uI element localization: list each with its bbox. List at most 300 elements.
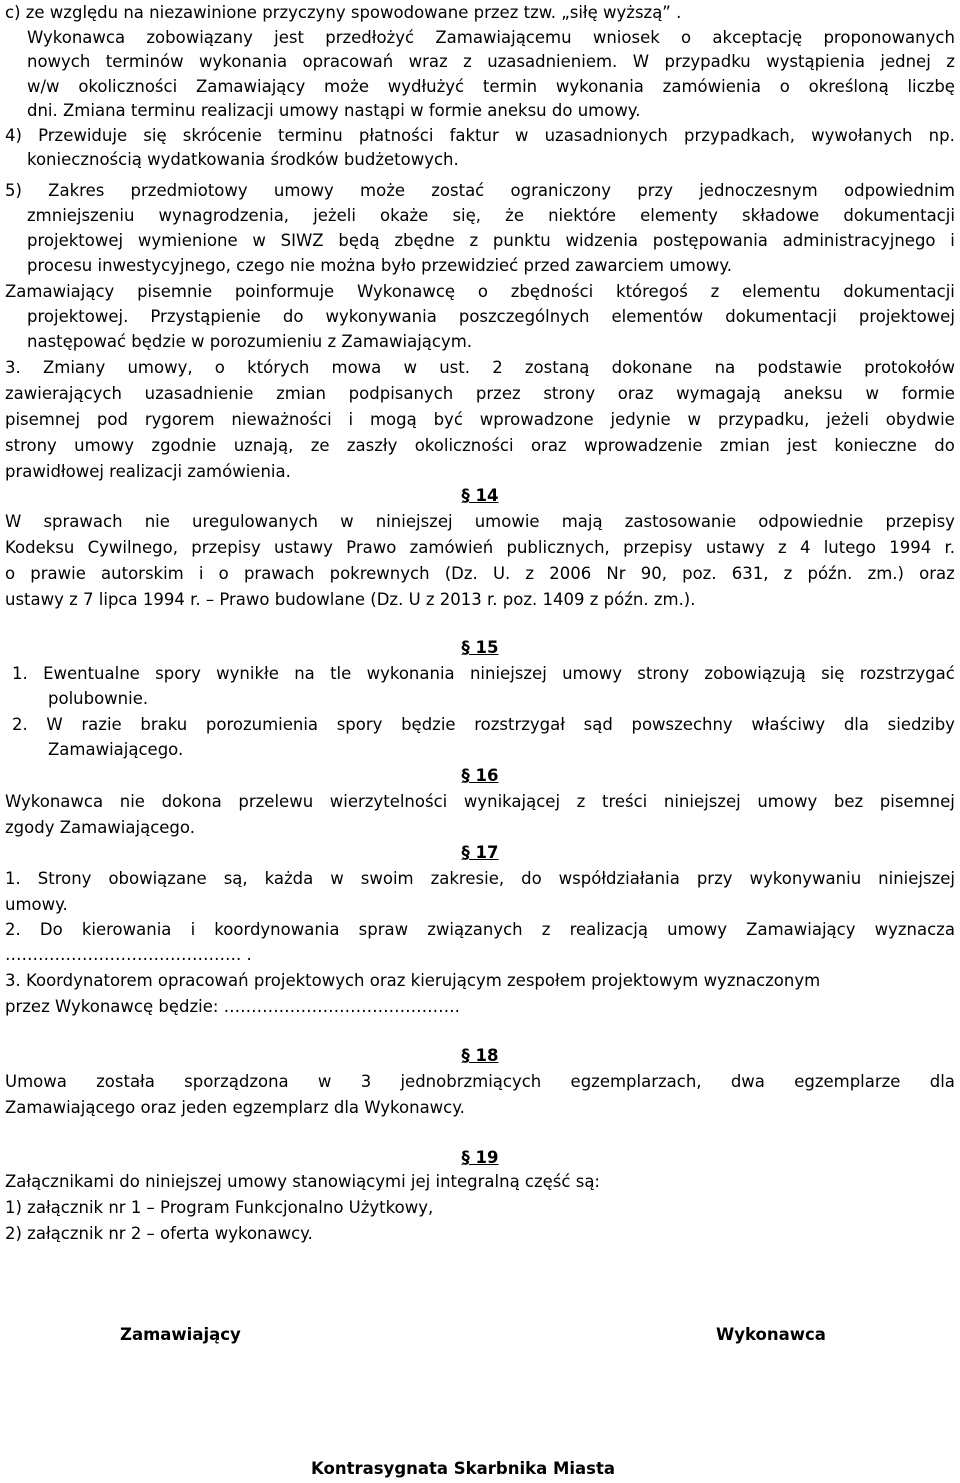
word: protokołów xyxy=(864,358,955,377)
word: koordynowania xyxy=(214,920,340,939)
word: obydwie xyxy=(885,410,955,429)
word: 4 xyxy=(799,538,811,557)
word: prawach xyxy=(243,564,315,583)
word: się, xyxy=(452,206,482,225)
section-heading xyxy=(0,638,960,658)
word: Zamawiający xyxy=(746,920,856,939)
section-heading xyxy=(0,1046,960,1066)
word: dla xyxy=(929,1072,955,1091)
section-heading xyxy=(0,766,960,786)
word: 2 xyxy=(492,358,503,377)
word: egzemplarze xyxy=(794,1072,901,1091)
word: wykonania xyxy=(555,77,644,96)
text-line xyxy=(5,436,955,456)
word: zastosowanie xyxy=(624,512,737,531)
word: (Dz. xyxy=(444,564,478,583)
word: elementów xyxy=(611,307,704,326)
word: spory xyxy=(155,664,201,683)
word: r. xyxy=(944,538,955,557)
text-line: polubownie. xyxy=(48,689,149,708)
text-line: Zamawiającego oraz jeden egzemplarz dla Wykonawcy. xyxy=(5,1098,465,1117)
word: 1. xyxy=(12,664,28,683)
word: których xyxy=(247,358,310,377)
word: lutego xyxy=(823,538,876,557)
text-line: 1) załącznik nr 1 – Program Funkcjonalno Użytkowy, xyxy=(5,1198,434,1217)
text-line xyxy=(27,77,955,97)
word: nie xyxy=(119,792,145,811)
signature-wykonawca: Wykonawca xyxy=(716,1325,826,1344)
word: jedynie xyxy=(610,410,671,429)
word: Wykonawcę xyxy=(356,282,456,301)
word: ustawy xyxy=(274,538,333,557)
word: współdziałania xyxy=(558,869,680,888)
word: się xyxy=(821,664,845,683)
text-line xyxy=(12,715,955,735)
word: 4) xyxy=(5,126,22,145)
text-line: 3. Koordynatorem opracowań projektowych oraz kierującym zespołem projektowym wyznaczonym xyxy=(5,971,821,990)
word: została xyxy=(96,1072,155,1091)
text-line xyxy=(5,358,955,378)
word: na xyxy=(294,664,315,683)
word: proponowanych xyxy=(823,28,955,47)
word: pisemnej xyxy=(879,792,955,811)
word: obowiązane xyxy=(108,869,207,888)
word: umowy xyxy=(562,664,622,683)
word: wydłużyć xyxy=(387,77,465,96)
word: dokumentacji xyxy=(843,282,955,301)
word: ust. xyxy=(439,358,470,377)
word: strony xyxy=(5,436,57,455)
text-line xyxy=(5,384,955,404)
word: jednoczesnym xyxy=(699,181,818,200)
text-line: umowy. xyxy=(5,895,68,914)
word: w/w xyxy=(27,77,60,96)
word: wykonania xyxy=(366,664,455,683)
word: przelewu xyxy=(238,792,314,811)
text-line: Zamawiającego. xyxy=(48,740,184,759)
word: wierzytelności xyxy=(329,792,448,811)
word: dokona xyxy=(161,792,222,811)
word: w xyxy=(317,1072,332,1091)
word: 631, xyxy=(731,564,769,583)
word: składowe xyxy=(742,206,820,225)
word: 5) xyxy=(5,181,22,200)
word: dwa xyxy=(730,1072,765,1091)
word: oraz xyxy=(530,436,567,455)
word: będzie xyxy=(401,715,456,734)
word: liczbę xyxy=(907,77,955,96)
word: jednobrzmiących xyxy=(400,1072,542,1091)
word: w xyxy=(514,126,529,145)
word: Przystąpienie xyxy=(150,307,261,326)
word: spraw xyxy=(358,920,409,939)
word: o xyxy=(5,564,16,583)
word: U. xyxy=(492,564,511,583)
word: wykonywaniu xyxy=(749,869,862,888)
word: podpisanych xyxy=(348,384,454,403)
word: przepisy xyxy=(885,512,955,531)
word: z xyxy=(946,52,955,71)
word: wynikłe xyxy=(216,664,279,683)
word: ograniczony xyxy=(510,181,612,200)
word: o xyxy=(218,564,229,583)
word: przepisy xyxy=(191,538,261,557)
word: niniejszej xyxy=(663,792,741,811)
word: uzasadnienie xyxy=(144,384,254,403)
word: z xyxy=(783,564,793,583)
word: poszczególnych xyxy=(458,307,590,326)
text-line: Załącznikami do niniejszej umowy stanowiącymi jej integralną część są: xyxy=(5,1172,600,1191)
word: i xyxy=(198,564,204,583)
word: nieważności xyxy=(231,410,332,429)
text-line xyxy=(5,181,955,201)
word: są, xyxy=(223,869,248,888)
word: przepisy xyxy=(623,538,693,557)
word: zawierających xyxy=(5,384,122,403)
text-line: koniecznością wydatkowania środków budżetowych. xyxy=(27,150,459,169)
word: Wykonawca xyxy=(5,792,104,811)
text-line: c) ze względu na niezawinione przyczyny spowodowane przez tzw. „siłę wyższą” . xyxy=(5,3,682,22)
word: oraz xyxy=(919,564,955,583)
text-line: zgody Zamawiającego. xyxy=(5,818,195,837)
word: sprawach xyxy=(43,512,123,531)
word: okoliczności xyxy=(414,436,514,455)
word: zbędności xyxy=(510,282,594,301)
word: może xyxy=(360,181,406,200)
word: rozstrzygał xyxy=(474,715,565,734)
word: przypadkach, xyxy=(684,126,795,145)
text-line xyxy=(5,538,955,558)
word: strony xyxy=(543,384,596,403)
word: zmian xyxy=(276,384,326,403)
word: w xyxy=(340,512,354,531)
word: Kodeksu xyxy=(5,538,75,557)
word: z xyxy=(463,52,472,71)
word: braku xyxy=(140,715,188,734)
text-line xyxy=(27,28,955,48)
word: projektowej. xyxy=(27,307,129,326)
word: zamówienia xyxy=(662,77,761,96)
word: Zmiany xyxy=(42,358,106,377)
word: 2. xyxy=(5,920,21,939)
word: terminu xyxy=(278,126,343,145)
word: porozumienia xyxy=(205,715,319,734)
word: umowy, xyxy=(127,358,193,377)
word: niniejszej xyxy=(878,869,955,888)
word: W xyxy=(632,52,650,71)
section-heading xyxy=(0,843,960,863)
text-line xyxy=(5,126,955,146)
word: siedziby xyxy=(887,715,955,734)
word: określoną xyxy=(808,77,889,96)
word: o xyxy=(477,282,488,301)
word: odpowiednie xyxy=(758,512,864,531)
word: umowie xyxy=(474,512,540,531)
word: dla xyxy=(843,715,869,734)
word: wystąpienia xyxy=(766,52,865,71)
word: 2006 xyxy=(549,564,592,583)
word: właściwy xyxy=(751,715,826,734)
word: 3 xyxy=(360,1072,372,1091)
word: umowy xyxy=(273,181,334,200)
text-line xyxy=(27,231,955,251)
word: terminów xyxy=(105,52,184,71)
word: przez xyxy=(475,384,521,403)
word: z xyxy=(469,231,479,250)
word: z xyxy=(576,792,586,811)
word: strony xyxy=(637,664,690,683)
section-number: § 18 xyxy=(461,1046,499,1065)
word: Do xyxy=(39,920,63,939)
text-line: procesu inwestycyjnego, czego nie można było przewidzieć przed zawarciem umowy. xyxy=(27,256,732,275)
word: zmian xyxy=(719,436,770,455)
text-line xyxy=(5,792,955,812)
word: z xyxy=(710,282,720,301)
section-number: § 15 xyxy=(461,638,499,657)
word: jest xyxy=(274,28,304,47)
word: skrócenie xyxy=(182,126,262,145)
word: elementu xyxy=(742,282,821,301)
text-line xyxy=(5,869,955,889)
word: zostaną xyxy=(524,358,590,377)
word: 1. xyxy=(5,869,21,888)
word: 3. xyxy=(5,358,21,377)
word: niniejszej xyxy=(469,664,547,683)
text-line xyxy=(5,564,955,584)
word: 90, xyxy=(640,564,667,583)
word: niektóre xyxy=(548,206,616,225)
section-number: § 14 xyxy=(461,486,499,505)
word: 1994 xyxy=(889,538,932,557)
word: elementy xyxy=(640,206,718,225)
word: wprowadzone xyxy=(479,410,594,429)
word: jeżeli xyxy=(826,410,869,429)
word: razie xyxy=(81,715,122,734)
word: Wykonawca xyxy=(27,28,126,47)
word: Nr xyxy=(606,564,626,583)
word: spory xyxy=(336,715,383,734)
word: poz. xyxy=(682,564,717,583)
word: okaże xyxy=(380,206,429,225)
text-line: ……………………………………. . xyxy=(5,945,252,964)
word: W xyxy=(5,512,22,531)
word: umowy xyxy=(667,920,728,939)
word: wynikającej xyxy=(463,792,561,811)
text-line: ustawy z 7 lipca 1994 r. – Prawo budowlane (Dz. U z 2013 r. poz. 1409 z późn. zm.). xyxy=(5,590,696,609)
word: mogą xyxy=(369,410,417,429)
word: zobowiązany xyxy=(146,28,253,47)
word: termin xyxy=(482,77,538,96)
word: płatności xyxy=(358,126,434,145)
word: do xyxy=(282,307,304,326)
word: przypadku xyxy=(664,52,751,71)
word: zamówień xyxy=(409,538,494,557)
word: do xyxy=(934,436,955,455)
word: mowa xyxy=(331,358,382,377)
word: przy xyxy=(637,181,673,200)
text-line xyxy=(5,410,955,430)
word: być xyxy=(433,410,463,429)
word: odpowiednim xyxy=(844,181,955,200)
word: o xyxy=(214,358,225,377)
word: egzemplarzach, xyxy=(570,1072,702,1091)
word: np. xyxy=(928,126,955,145)
word: powszechny xyxy=(631,715,733,734)
word: może xyxy=(324,77,369,96)
section-heading xyxy=(0,1148,960,1168)
word: faktur xyxy=(449,126,499,145)
word: umowy xyxy=(74,436,135,455)
word: Zamawiającemu xyxy=(435,28,572,47)
word: okoliczności xyxy=(78,77,178,96)
text-line xyxy=(5,512,955,532)
word: wyznacza xyxy=(874,920,955,939)
word: uregulowanych xyxy=(192,512,319,531)
word: akceptację xyxy=(712,28,803,47)
word: do xyxy=(521,869,542,888)
text-line: dni. Zmiana terminu realizacji umowy nastąpi w formie aneksu do umowy. xyxy=(27,101,641,120)
signature-skarbnik: Kontrasygnata Skarbnika Miasta xyxy=(311,1459,616,1478)
word: uzasadnionych xyxy=(544,126,668,145)
word: Umowa xyxy=(5,1072,67,1091)
word: wniosek xyxy=(592,28,660,47)
word: jednej xyxy=(880,52,931,71)
word: na xyxy=(714,358,736,377)
word: publicznych, xyxy=(506,538,610,557)
word: wprowadzenie xyxy=(583,436,703,455)
text-line xyxy=(5,1072,955,1092)
word: Przewiduje xyxy=(38,126,128,145)
word: bez xyxy=(833,792,864,811)
word: każda xyxy=(264,869,314,888)
word: sąd xyxy=(583,715,613,734)
word: kierowania xyxy=(81,920,172,939)
word: swoim xyxy=(360,869,414,888)
word: Zakres xyxy=(48,181,105,200)
word: rozstrzygać xyxy=(859,664,955,683)
word: uznają, xyxy=(233,436,294,455)
word: SIWZ xyxy=(280,231,324,250)
word: wymagają xyxy=(676,384,761,403)
word: o xyxy=(681,28,692,47)
word: i xyxy=(950,231,955,250)
word: się xyxy=(143,126,167,145)
word: zm.) xyxy=(867,564,904,583)
section-heading xyxy=(0,486,960,506)
word: i xyxy=(348,410,354,429)
section-number: § 19 xyxy=(461,1148,499,1167)
text-line xyxy=(12,664,955,684)
word: uzasadnieniem. xyxy=(487,52,618,71)
word: o xyxy=(779,77,790,96)
word: dokonane xyxy=(611,358,693,377)
word: pisemnej xyxy=(5,410,81,429)
text-line: prawidłowej realizacji zamówienia. xyxy=(5,462,291,481)
word: zbędne xyxy=(394,231,455,250)
word: w xyxy=(687,410,702,429)
text-line xyxy=(5,920,955,940)
word: Strony xyxy=(37,869,92,888)
word: Ewentualne xyxy=(43,664,140,683)
word: w xyxy=(865,384,880,403)
word: zgodnie xyxy=(151,436,217,455)
word: Zamawiający xyxy=(195,77,306,96)
word: związanych xyxy=(427,920,523,939)
word: wywołanych xyxy=(811,126,913,145)
word: W xyxy=(46,715,63,734)
word: umowy xyxy=(757,792,818,811)
word: przy xyxy=(696,869,733,888)
word: pod xyxy=(96,410,128,429)
word: ustawy xyxy=(705,538,765,557)
word: nowych xyxy=(27,52,91,71)
word: pisemnie xyxy=(137,282,213,301)
word: przypadku, xyxy=(717,410,810,429)
word: będą xyxy=(338,231,380,250)
word: treści xyxy=(601,792,648,811)
section-number: § 16 xyxy=(461,766,499,785)
word: prawie xyxy=(30,564,86,583)
word: że xyxy=(505,206,524,225)
text-line xyxy=(27,307,955,327)
word: widzenia xyxy=(565,231,639,250)
word: wykonywania xyxy=(325,307,437,326)
word: wykonania xyxy=(199,52,288,71)
word: dokumentacji xyxy=(725,307,837,326)
text-line: 2) załącznik nr 2 – oferta wykonawcy. xyxy=(5,1224,313,1243)
word: ze xyxy=(310,436,330,455)
word: projektowej xyxy=(858,307,955,326)
word: sporządzona xyxy=(184,1072,289,1091)
word: oraz xyxy=(617,384,654,403)
word: z xyxy=(778,538,787,557)
word: z xyxy=(525,564,535,583)
word: Cywilnego, xyxy=(87,538,178,557)
word: jeżeli xyxy=(313,206,356,225)
word: dokumentacji xyxy=(843,206,955,225)
word: podstawie xyxy=(757,358,842,377)
text-line xyxy=(27,206,955,226)
word: zaszły xyxy=(346,436,398,455)
text-line: przez Wykonawcę będzie: ……………………………………. xyxy=(5,997,460,1016)
word: pokrewnych xyxy=(329,564,430,583)
word: późn. xyxy=(807,564,853,583)
word: w xyxy=(330,869,344,888)
word: nie xyxy=(144,512,170,531)
word: mają xyxy=(561,512,603,531)
word: konieczne xyxy=(834,436,917,455)
word: autorskim xyxy=(101,564,184,583)
word: realizacją xyxy=(569,920,648,939)
word: niniejszej xyxy=(375,512,453,531)
word: poinformuje xyxy=(234,282,335,301)
word: zmniejszeniu xyxy=(27,206,135,225)
word: opracowań xyxy=(302,52,394,71)
word: zostać xyxy=(431,181,485,200)
section-number: § 17 xyxy=(461,843,499,862)
word: i xyxy=(190,920,196,939)
word: w xyxy=(252,231,266,250)
word: wynagrodzenia, xyxy=(158,206,290,225)
signature-zamawiajacy: Zamawiający xyxy=(120,1325,241,1344)
word: aneksu xyxy=(783,384,843,403)
word: wraz xyxy=(408,52,448,71)
word: przedmiotowy xyxy=(130,181,248,200)
word: wymienione xyxy=(137,231,238,250)
text-line: następować będzie w porozumieniu z Zamawiającym. xyxy=(27,332,473,351)
word: w xyxy=(403,358,417,377)
word: projektowej xyxy=(27,231,124,250)
